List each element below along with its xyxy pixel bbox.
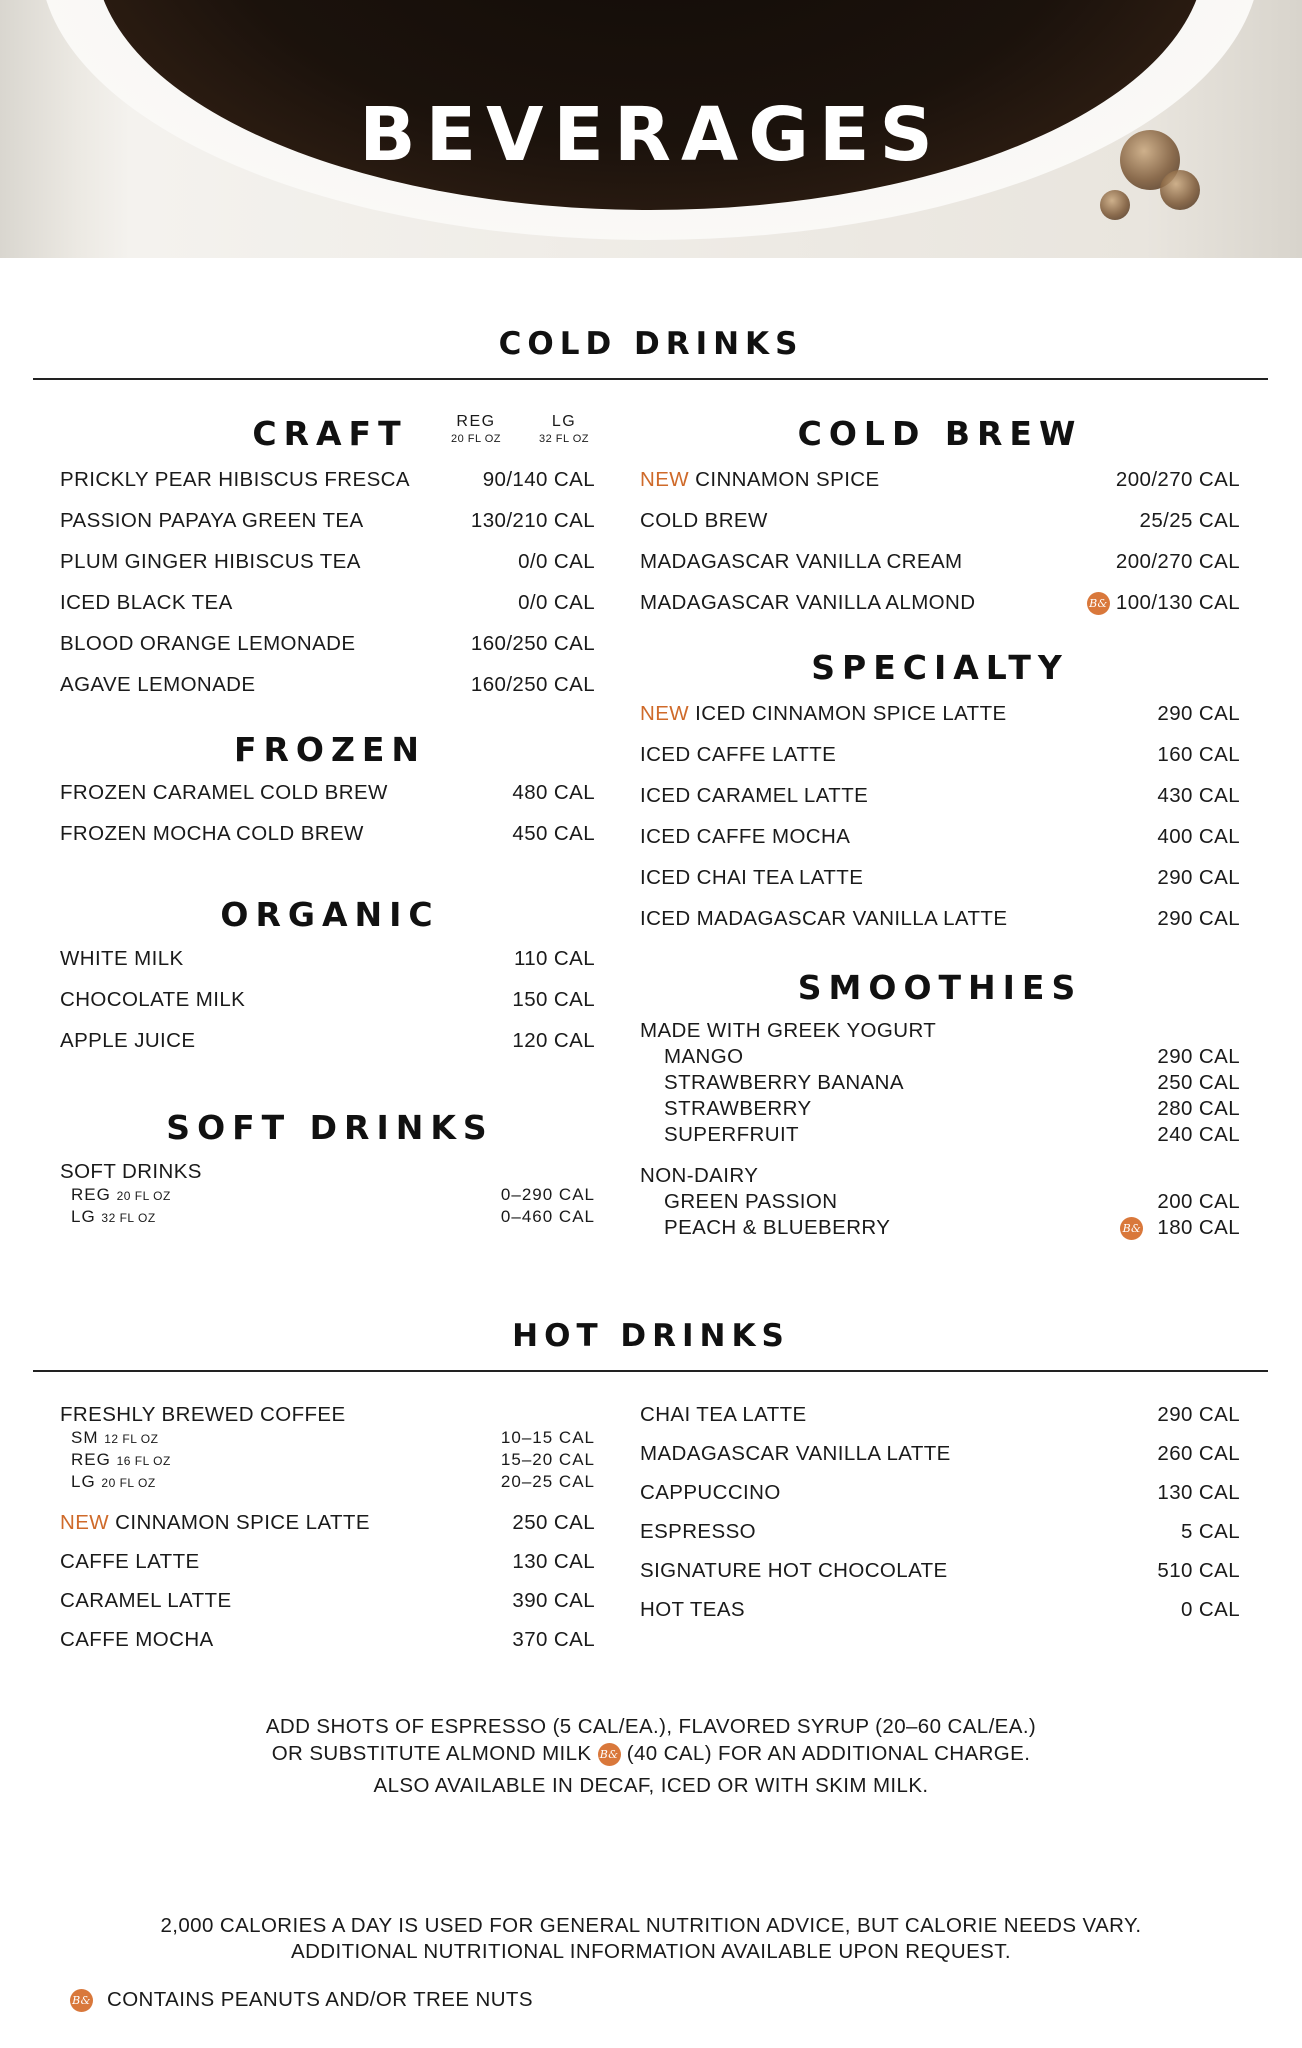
list-item bbox=[664, 1096, 1240, 1122]
item-calories: 160/250 CAL bbox=[470, 632, 595, 655]
item-calories: 480 CAL bbox=[512, 781, 595, 804]
size-row bbox=[71, 1449, 595, 1471]
item-name: APPLE JUICE bbox=[60, 1029, 196, 1052]
item-calories: 10–15 CAL bbox=[500, 1428, 595, 1447]
item-calories: 90/140 CAL bbox=[482, 468, 595, 491]
item-name: CHOCOLATE MILK bbox=[60, 988, 246, 1011]
size-name: SM bbox=[71, 1428, 99, 1447]
item-name: ICED CAFFE MOCHA bbox=[640, 825, 851, 848]
new-badge: NEW bbox=[640, 468, 690, 491]
list-item bbox=[664, 1215, 1240, 1241]
size-row bbox=[71, 1471, 595, 1493]
item-calories: 250 CAL bbox=[512, 1511, 595, 1534]
item-name: MANGO bbox=[664, 1045, 744, 1068]
size-row bbox=[71, 1205, 595, 1229]
item-name: ESPRESSO bbox=[640, 1520, 756, 1543]
cold-drinks-heading: COLD DRINKS bbox=[498, 326, 804, 362]
size-name: REG bbox=[71, 1185, 111, 1204]
calorie-disclaimer-line1: 2,000 CALORIES A DAY IS USED FOR GENERAL NUTRITION ADVICE, BUT CALORIE NEEDS VARY. bbox=[160, 1914, 1142, 1937]
list-item bbox=[640, 781, 1240, 811]
item-name: PEACH & BLUEBERRY bbox=[664, 1216, 891, 1239]
item-calories: 250 CAL bbox=[1157, 1071, 1240, 1094]
item-name: PASSION PAPAYA GREEN TEA bbox=[60, 509, 364, 532]
item-name: MADAGASCAR VANILLA ALMOND bbox=[640, 591, 976, 614]
item-calories: 290 CAL bbox=[1157, 907, 1240, 930]
item-calories: 160 CAL bbox=[1157, 743, 1240, 766]
item-name: FRESHLY BREWED COFFEE bbox=[60, 1403, 346, 1426]
reg-size: 20 FL OZ bbox=[450, 433, 502, 445]
addons-note-line2-part2: (40 CAL) FOR AN ADDITIONAL CHARGE. bbox=[626, 1742, 1031, 1765]
list-item bbox=[640, 1556, 1240, 1586]
addons-note-line3: ALSO AVAILABLE IN DECAF, ICED OR WITH SKIM MILK. bbox=[373, 1774, 929, 1797]
item-name: CAPPUCCINO bbox=[640, 1481, 781, 1504]
size-label bbox=[71, 1185, 171, 1205]
item-calories: 130/210 CAL bbox=[470, 509, 595, 532]
size-name: LG bbox=[71, 1472, 96, 1491]
foam-bubbles-image bbox=[1100, 190, 1130, 220]
size-oz: 20 FL OZ bbox=[101, 1476, 156, 1490]
tree-nut-icon: B& bbox=[1120, 1217, 1143, 1240]
list-item bbox=[60, 506, 595, 536]
item-name-text: CINNAMON SPICE LATTE bbox=[115, 1511, 370, 1534]
item-name: CARAMEL LATTE bbox=[60, 1589, 232, 1612]
list-item bbox=[640, 506, 1240, 536]
item-calories: 20–25 CAL bbox=[500, 1472, 595, 1491]
tree-nut-icon: B& bbox=[1087, 592, 1110, 615]
lg-size-header bbox=[524, 412, 604, 446]
lg-size: 32 FL OZ bbox=[538, 433, 590, 445]
item-calories: 0 CAL bbox=[1181, 1598, 1240, 1621]
item-calories: 160/250 CAL bbox=[470, 673, 595, 696]
item-calories: 0–290 CAL bbox=[500, 1185, 595, 1204]
item-calories: 150 CAL bbox=[512, 988, 595, 1011]
frozen-heading: FROZEN bbox=[233, 730, 427, 769]
item-name: WHITE MILK bbox=[60, 947, 184, 970]
list-item bbox=[60, 1508, 595, 1538]
hot-drinks-heading: HOT DRINKS bbox=[512, 1318, 790, 1354]
list-item bbox=[664, 1044, 1240, 1070]
item-name: SUPERFRUIT bbox=[664, 1123, 799, 1146]
item-name: FROZEN CARAMEL COLD BREW bbox=[60, 781, 388, 804]
list-item bbox=[60, 985, 595, 1015]
item-calories: 240 CAL bbox=[1157, 1123, 1240, 1146]
item-name: STRAWBERRY bbox=[664, 1097, 812, 1120]
item-calories: 430 CAL bbox=[1157, 784, 1240, 807]
item-name bbox=[640, 702, 1007, 726]
size-label bbox=[71, 1472, 156, 1492]
list-item bbox=[640, 588, 1240, 618]
list-item bbox=[640, 465, 1240, 495]
item-name: CAFFE LATTE bbox=[60, 1550, 200, 1573]
list-item bbox=[640, 1163, 1240, 1189]
list-item bbox=[640, 904, 1240, 934]
smoothies-heading: SMOOTHIES bbox=[797, 968, 1083, 1007]
list-item bbox=[640, 740, 1240, 770]
list-item bbox=[640, 699, 1240, 729]
allergen-legend bbox=[70, 1985, 670, 2015]
tree-nut-icon: B& bbox=[70, 1989, 93, 2012]
item-name: HOT TEAS bbox=[640, 1598, 745, 1621]
item-name: CAFFE MOCHA bbox=[60, 1628, 214, 1651]
item-name: BLOOD ORANGE LEMONADE bbox=[60, 632, 356, 655]
lg-label: LG bbox=[551, 413, 577, 430]
item-calories: 390 CAL bbox=[512, 1589, 595, 1612]
list-item bbox=[60, 819, 595, 849]
size-label bbox=[71, 1207, 156, 1227]
item-name: PRICKLY PEAR HIBISCUS FRESCA bbox=[60, 468, 410, 491]
list-item bbox=[60, 1586, 595, 1616]
organic-heading: ORGANIC bbox=[220, 895, 440, 934]
list-item bbox=[60, 465, 595, 495]
specialty-heading: SPECIALTY bbox=[811, 648, 1069, 687]
item-name: ICED BLACK TEA bbox=[60, 591, 233, 614]
size-name: LG bbox=[71, 1207, 96, 1226]
hero-banner bbox=[0, 0, 1302, 258]
item-calories: 110 CAL bbox=[513, 947, 595, 970]
size-row bbox=[71, 1427, 595, 1449]
item-calories-wrap bbox=[1087, 591, 1240, 615]
addons-note-line1: ADD SHOTS OF ESPRESSO (5 CAL/EA.), FLAVORED SYRUP (20–60 CAL/EA.) bbox=[265, 1715, 1037, 1738]
list-item bbox=[664, 1189, 1240, 1215]
list-item bbox=[640, 1018, 1240, 1044]
size-oz: 20 FL OZ bbox=[116, 1189, 171, 1203]
item-name: AGAVE LEMONADE bbox=[60, 673, 256, 696]
list-item bbox=[60, 778, 595, 808]
list-item bbox=[60, 670, 595, 700]
item-calories: 280 CAL bbox=[1157, 1097, 1240, 1120]
item-calories: 180 CAL bbox=[1157, 1216, 1240, 1239]
item-name: ICED CARAMEL LATTE bbox=[640, 784, 869, 807]
new-badge: NEW bbox=[60, 1511, 110, 1534]
item-calories: 200/270 CAL bbox=[1115, 468, 1240, 491]
item-calories: 290 CAL bbox=[1157, 1403, 1240, 1426]
item-calories: 290 CAL bbox=[1157, 702, 1240, 725]
list-item bbox=[640, 1478, 1240, 1508]
list-item bbox=[664, 1070, 1240, 1096]
item-calories: 130 CAL bbox=[512, 1550, 595, 1573]
size-oz: 16 FL OZ bbox=[116, 1454, 171, 1468]
item-calories: 290 CAL bbox=[1157, 866, 1240, 889]
size-oz: 12 FL OZ bbox=[104, 1432, 159, 1446]
reg-size-header bbox=[436, 412, 516, 446]
calorie-disclaimer-line2: ADDITIONAL NUTRITIONAL INFORMATION AVAILABLE UPON REQUEST. bbox=[291, 1940, 1011, 1963]
item-calories: 370 CAL bbox=[512, 1628, 595, 1651]
item-calories: 400 CAL bbox=[1157, 825, 1240, 848]
list-item bbox=[640, 1400, 1240, 1430]
item-calories: 510 CAL bbox=[1157, 1559, 1240, 1582]
size-oz: 32 FL OZ bbox=[101, 1211, 156, 1225]
list-item bbox=[640, 863, 1240, 893]
cold-brew-heading: COLD BREW bbox=[797, 414, 1083, 453]
item-name: NON-DAIRY bbox=[640, 1164, 759, 1187]
section-divider bbox=[33, 1370, 1268, 1372]
page-title: BEVERAGES bbox=[359, 92, 943, 178]
list-item bbox=[60, 547, 595, 577]
section-divider bbox=[33, 378, 1268, 380]
item-name-text: CINNAMON SPICE bbox=[695, 468, 880, 491]
item-calories: 15–20 CAL bbox=[500, 1450, 595, 1469]
item-calories: 0–460 CAL bbox=[500, 1207, 595, 1226]
item-name: CHAI TEA LATTE bbox=[640, 1403, 807, 1426]
item-name: FROZEN MOCHA COLD BREW bbox=[60, 822, 364, 845]
list-item bbox=[640, 1595, 1240, 1625]
new-badge: NEW bbox=[640, 702, 690, 725]
item-name: ICED CAFFE LATTE bbox=[640, 743, 837, 766]
size-label bbox=[71, 1450, 171, 1470]
item-name: MADE WITH GREEK YOGURT bbox=[640, 1019, 937, 1042]
item-name: MADAGASCAR VANILLA LATTE bbox=[640, 1442, 951, 1465]
item-calories-wrap bbox=[1120, 1216, 1240, 1240]
item-name: GREEN PASSION bbox=[664, 1190, 838, 1213]
item-calories: 200 CAL bbox=[1157, 1190, 1240, 1213]
item-calories: 25/25 CAL bbox=[1139, 509, 1240, 532]
item-name-text: ICED CINNAMON SPICE LATTE bbox=[695, 702, 1007, 725]
item-name: COLD BREW bbox=[640, 509, 768, 532]
item-calories: 450 CAL bbox=[512, 822, 595, 845]
list-item bbox=[60, 1547, 595, 1577]
item-name: MADAGASCAR VANILLA CREAM bbox=[640, 550, 963, 573]
reg-label: REG bbox=[456, 413, 496, 430]
list-item bbox=[640, 1517, 1240, 1547]
item-calories: 0/0 CAL bbox=[518, 591, 595, 614]
addons-note-line2 bbox=[0, 1740, 1302, 1767]
allergen-text: CONTAINS PEANUTS AND/OR TREE NUTS bbox=[107, 1988, 533, 2011]
size-name: REG bbox=[71, 1450, 111, 1469]
list-item bbox=[60, 944, 595, 974]
list-item bbox=[640, 1439, 1240, 1469]
item-calories: 120 CAL bbox=[512, 1029, 595, 1052]
item-name bbox=[60, 1511, 370, 1535]
item-calories: 0/0 CAL bbox=[518, 550, 595, 573]
item-calories: 130 CAL bbox=[1157, 1481, 1240, 1504]
item-name bbox=[640, 468, 880, 492]
size-row bbox=[71, 1183, 595, 1207]
list-item bbox=[60, 588, 595, 618]
item-name: ICED MADAGASCAR VANILLA LATTE bbox=[640, 907, 1008, 930]
list-item bbox=[60, 629, 595, 659]
list-item bbox=[60, 1026, 595, 1056]
item-calories: 260 CAL bbox=[1157, 1442, 1240, 1465]
item-name: PLUM GINGER HIBISCUS TEA bbox=[60, 550, 361, 573]
item-name: SIGNATURE HOT CHOCOLATE bbox=[640, 1559, 948, 1582]
list-item bbox=[640, 547, 1240, 577]
addons-note-line2-part1: OR SUBSTITUTE ALMOND MILK bbox=[271, 1742, 592, 1765]
item-name: SOFT DRINKS bbox=[60, 1160, 202, 1183]
size-label bbox=[71, 1428, 158, 1448]
list-item bbox=[60, 1625, 595, 1655]
item-calories: 200/270 CAL bbox=[1115, 550, 1240, 573]
list-item bbox=[664, 1122, 1240, 1148]
item-name: STRAWBERRY BANANA bbox=[664, 1071, 904, 1094]
list-item bbox=[640, 822, 1240, 852]
item-name: ICED CHAI TEA LATTE bbox=[640, 866, 864, 889]
item-calories: 100/130 CAL bbox=[1115, 591, 1240, 614]
soft-drinks-heading: SOFT DRINKS bbox=[166, 1108, 494, 1147]
craft-heading: CRAFT bbox=[252, 414, 408, 453]
list-item bbox=[60, 1400, 595, 1430]
item-calories: 290 CAL bbox=[1157, 1045, 1240, 1068]
tree-nut-icon: B& bbox=[598, 1743, 621, 1766]
item-calories: 5 CAL bbox=[1181, 1520, 1240, 1543]
